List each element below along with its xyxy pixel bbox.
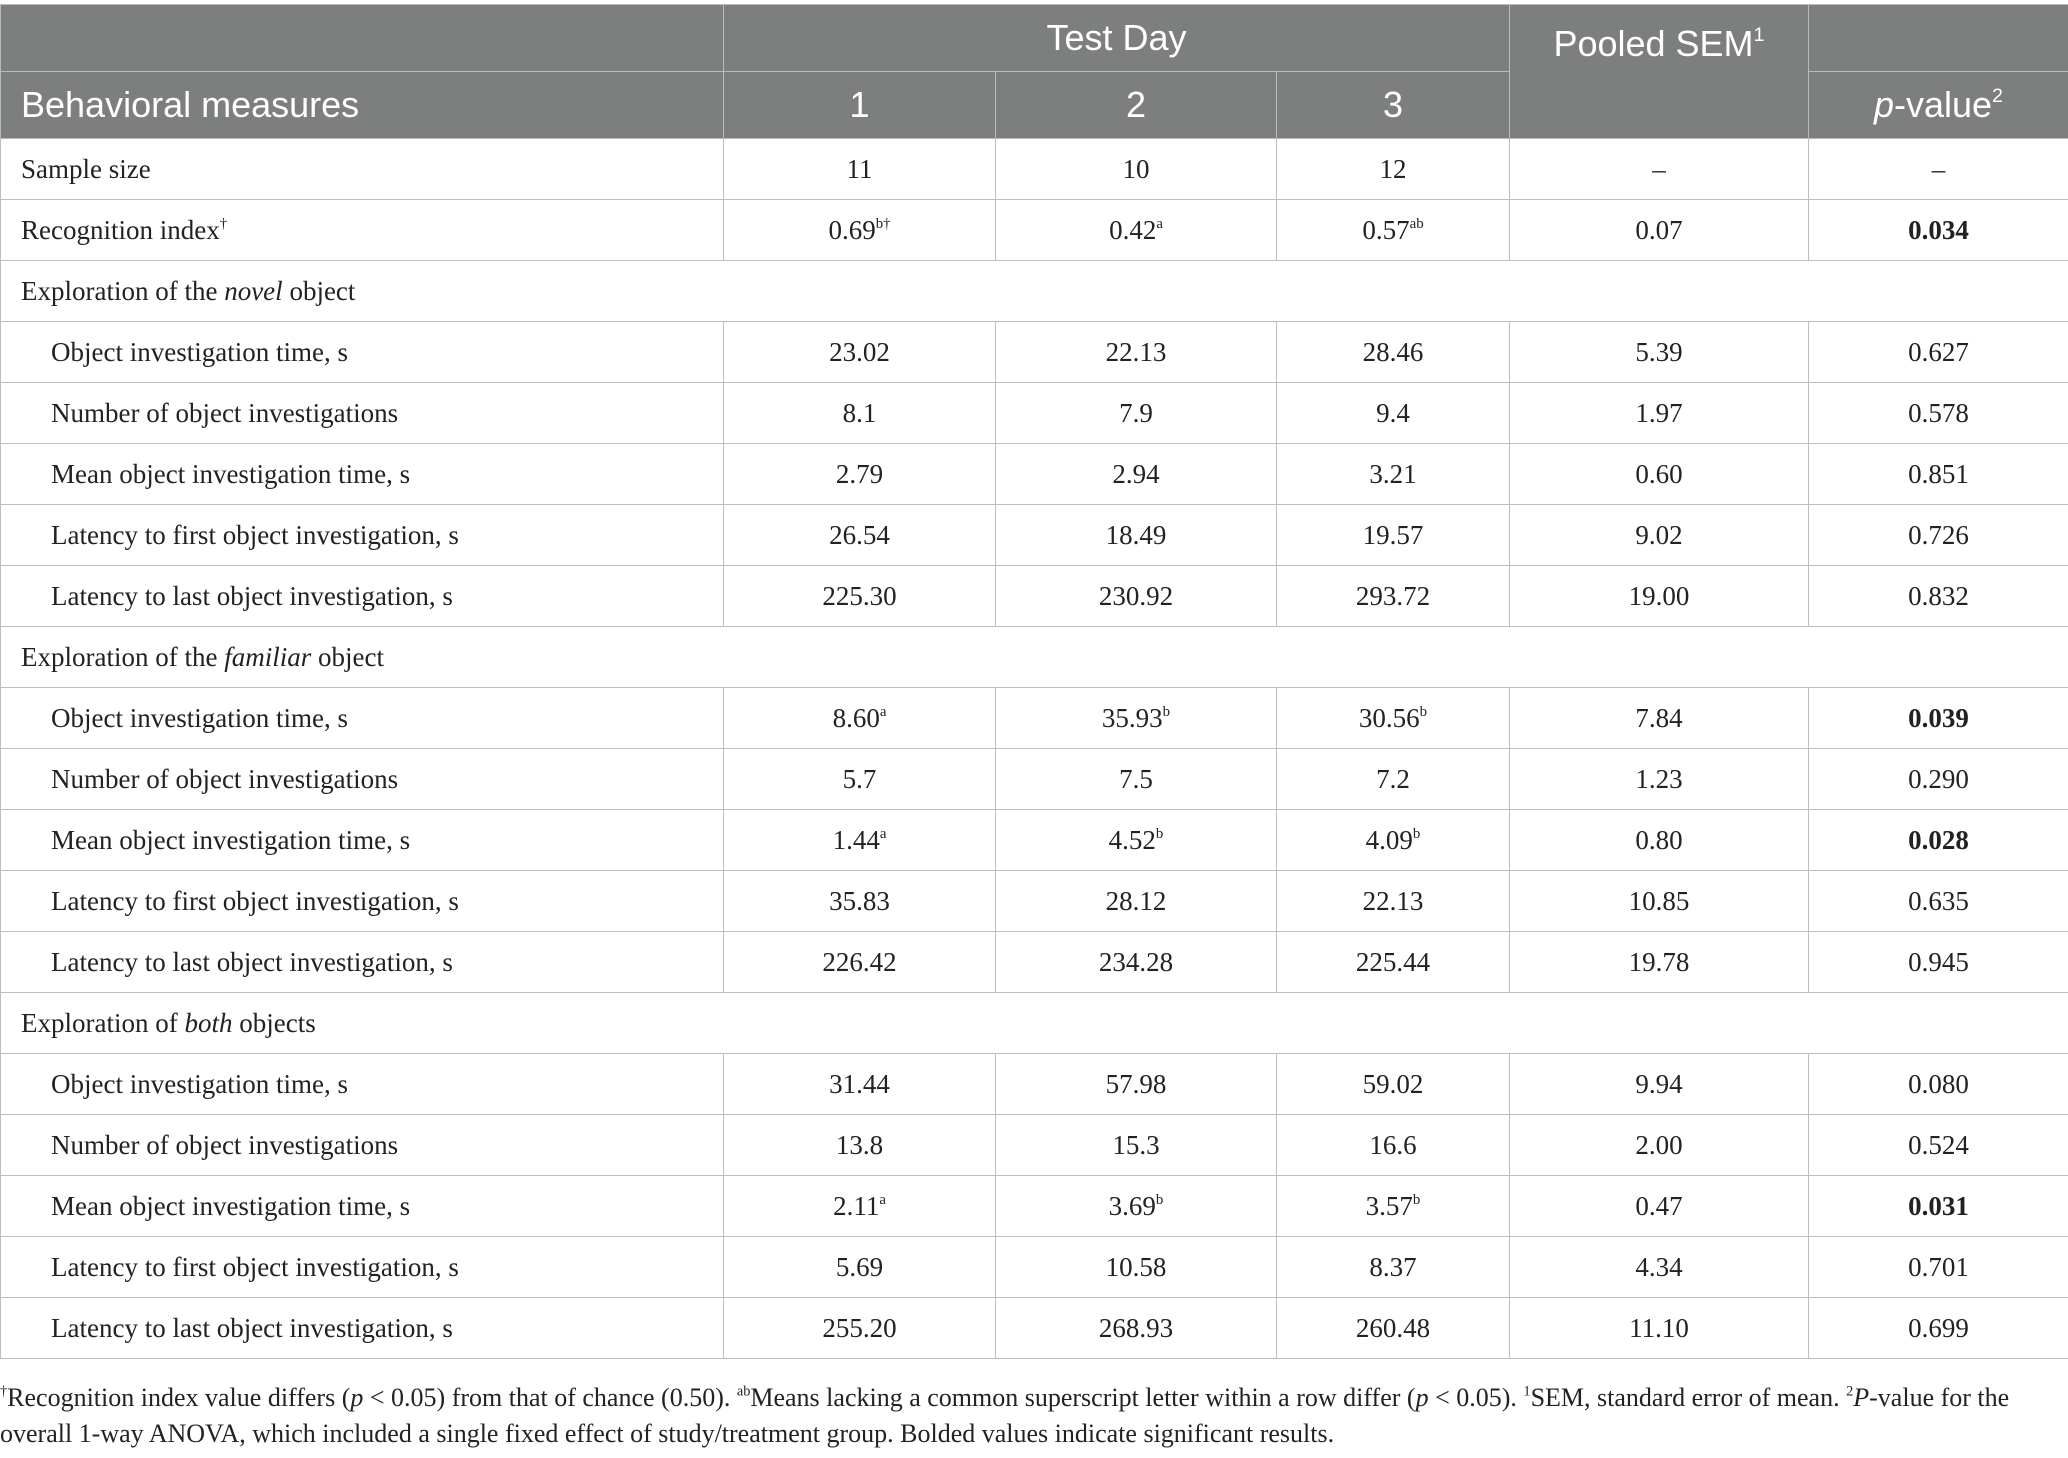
table-row <box>1 688 2068 749</box>
cell-p-value: – <box>1809 139 2068 200</box>
cell-day-3: 8.37 <box>1277 1237 1510 1298</box>
table-row <box>1 444 2068 505</box>
row-label: Mean object investigation time, s <box>1 810 724 871</box>
section-row-novel <box>1 261 2068 322</box>
cell-pooled-sem: 4.34 <box>1510 1237 1809 1298</box>
row-label: Number of object investigations <box>1 383 724 444</box>
row-label: Latency to first object investigation, s <box>1 871 724 932</box>
header-blank-cell-right <box>1809 5 2068 72</box>
section-row-familiar <box>1 627 2068 688</box>
cell-day-3: 260.48 <box>1277 1298 1510 1359</box>
cell-p-value: 0.031 <box>1809 1176 2068 1237</box>
cell-pooled-sem: 2.00 <box>1510 1115 1809 1176</box>
cell-day-2: 10 <box>996 139 1277 200</box>
header-test-day: Test Day <box>724 5 1510 72</box>
table-row <box>1 871 2068 932</box>
cell-p-value: 0.832 <box>1809 566 2068 627</box>
cell-pooled-sem: 19.78 <box>1510 932 1809 993</box>
cell-day-2: 7.9 <box>996 383 1277 444</box>
cell-day-1: 5.7 <box>724 749 996 810</box>
cell-day-3: 7.2 <box>1277 749 1510 810</box>
cell-p-value: 0.635 <box>1809 871 2068 932</box>
cell-pooled-sem: 0.80 <box>1510 810 1809 871</box>
cell-day-2: 35.93$^b$ <box>996 688 1277 749</box>
row-label: Object investigation time, s <box>1 322 724 383</box>
cell-pooled-sem: 1.23 <box>1510 749 1809 810</box>
table-row <box>1 1298 2068 1359</box>
header-blank-cell <box>1 5 724 72</box>
cell-day-1: 226.42 <box>724 932 996 993</box>
header-p-value: p-value$^2$ <box>1809 72 2068 139</box>
row-label: Latency to first object investigation, s <box>1 1237 724 1298</box>
table-row <box>1 749 2068 810</box>
header-day-2: 2 <box>996 72 1277 139</box>
row-label: Latency to last object investigation, s <box>1 566 724 627</box>
cell-day-1: 35.83 <box>724 871 996 932</box>
cell-pooled-sem: 0.07 <box>1510 200 1809 261</box>
cell-day-3: 293.72 <box>1277 566 1510 627</box>
cell-pooled-sem: 19.00 <box>1510 566 1809 627</box>
table-body <box>1 139 2068 1359</box>
cell-day-3: 30.56$^b$ <box>1277 688 1510 749</box>
table-row <box>1 200 2068 261</box>
table-row <box>1 566 2068 627</box>
row-label: Latency to last object investigation, s <box>1 1298 724 1359</box>
cell-day-1: $0.69^{b\dagger}$ <box>724 200 996 261</box>
cell-day-3: 4.09$^b$ <box>1277 810 1510 871</box>
cell-day-3: 225.44 <box>1277 932 1510 993</box>
cell-day-3: 59.02 <box>1277 1054 1510 1115</box>
cell-day-1: 5.69 <box>724 1237 996 1298</box>
row-label: Mean object investigation time, s <box>1 444 724 505</box>
row-label: Number of object investigations <box>1 749 724 810</box>
cell-day-1: 23.02 <box>724 322 996 383</box>
cell-day-2: 28.12 <box>996 871 1277 932</box>
cell-p-value: 0.945 <box>1809 932 2068 993</box>
cell-day-3: 19.57 <box>1277 505 1510 566</box>
header-day-3: 3 <box>1277 72 1510 139</box>
row-label: Number of object investigations <box>1 1115 724 1176</box>
cell-day-1: 8.1 <box>724 383 996 444</box>
cell-day-1: 11 <box>724 139 996 200</box>
row-label: Latency to last object investigation, s <box>1 932 724 993</box>
header-row-1 <box>1 5 2068 72</box>
cell-pooled-sem: 7.84 <box>1510 688 1809 749</box>
cell-pooled-sem: 11.10 <box>1510 1298 1809 1359</box>
cell-pooled-sem: 0.60 <box>1510 444 1809 505</box>
row-label: Object investigation time, s <box>1 688 724 749</box>
cell-p-value: 0.701 <box>1809 1237 2068 1298</box>
results-table <box>0 4 2068 1359</box>
cell-day-2: 22.13 <box>996 322 1277 383</box>
table-row <box>1 1054 2068 1115</box>
cell-day-3: 9.4 <box>1277 383 1510 444</box>
cell-day-1: 31.44 <box>724 1054 996 1115</box>
cell-day-3: 0.57$^{ab}$ <box>1277 200 1510 261</box>
cell-pooled-sem: 10.85 <box>1510 871 1809 932</box>
cell-p-value: 0.039 <box>1809 688 2068 749</box>
cell-day-2: 4.52$^b$ <box>996 810 1277 871</box>
cell-day-2: 268.93 <box>996 1298 1277 1359</box>
table-row <box>1 810 2068 871</box>
table-row <box>1 322 2068 383</box>
table-row <box>1 1176 2068 1237</box>
row-label: Mean object investigation time, s <box>1 1176 724 1237</box>
cell-day-1: 2.11$^a$ <box>724 1176 996 1237</box>
table-row <box>1 139 2068 200</box>
cell-day-1: 1.44$^a$ <box>724 810 996 871</box>
row-label: Latency to first object investigation, s <box>1 505 724 566</box>
table-row <box>1 505 2068 566</box>
cell-pooled-sem: 0.47 <box>1510 1176 1809 1237</box>
header-pooled-sem: Pooled SEM$^1$ <box>1510 5 1809 139</box>
cell-pooled-sem: 1.97 <box>1510 383 1809 444</box>
cell-pooled-sem: 5.39 <box>1510 322 1809 383</box>
section-row-both <box>1 993 2068 1054</box>
cell-day-2: 15.3 <box>996 1115 1277 1176</box>
cell-day-2: 3.69$^b$ <box>996 1176 1277 1237</box>
cell-day-2: 2.94 <box>996 444 1277 505</box>
cell-day-3: 3.57$^b$ <box>1277 1176 1510 1237</box>
section-title: Exploration of the novel object <box>1 261 2068 322</box>
cell-p-value: 0.290 <box>1809 749 2068 810</box>
cell-day-3: 3.21 <box>1277 444 1510 505</box>
cell-day-3: 22.13 <box>1277 871 1510 932</box>
cell-day-1: 8.60$^a$ <box>724 688 996 749</box>
cell-day-1: 13.8 <box>724 1115 996 1176</box>
cell-p-value: 0.578 <box>1809 383 2068 444</box>
cell-day-1: 26.54 <box>724 505 996 566</box>
table-row <box>1 1237 2068 1298</box>
row-label: Recognition index† <box>1 200 724 261</box>
table-row <box>1 932 2068 993</box>
cell-p-value: 0.699 <box>1809 1298 2068 1359</box>
cell-p-value: 0.627 <box>1809 322 2068 383</box>
cell-p-value: 0.034 <box>1809 200 2068 261</box>
table-row <box>1 1115 2068 1176</box>
cell-day-2: 234.28 <box>996 932 1277 993</box>
cell-p-value: 0.080 <box>1809 1054 2068 1115</box>
header-behavioral-measures: Behavioral measures <box>1 72 724 139</box>
header-day-1: 1 <box>724 72 996 139</box>
cell-pooled-sem: 9.94 <box>1510 1054 1809 1115</box>
table-footnote: †Recognition index value differs (p < 0.05) from that of chance (0.50). $^{ab}$Means lacking a common superscript letter within a row differ (p < 0.05). $^1$SEM, standard error of mean. $^2$P-value for the overall 1-way ANOVA, which included a single fixed effect of study/treatment group. Bolded values indicate significant results. <box>0 1383 2010 1448</box>
cell-day-2: 10.58 <box>996 1237 1277 1298</box>
row-label: Object investigation time, s <box>1 1054 724 1115</box>
cell-day-2: 18.49 <box>996 505 1277 566</box>
cell-p-value: 0.028 <box>1809 810 2068 871</box>
cell-day-1: 255.20 <box>724 1298 996 1359</box>
cell-day-1: 225.30 <box>724 566 996 627</box>
table-row <box>1 383 2068 444</box>
cell-day-3: 28.46 <box>1277 322 1510 383</box>
cell-day-2: 0.42$^a$ <box>996 200 1277 261</box>
cell-day-3: 16.6 <box>1277 1115 1510 1176</box>
cell-pooled-sem: – <box>1510 139 1809 200</box>
section-title: Exploration of both objects <box>1 993 2068 1054</box>
cell-p-value: 0.726 <box>1809 505 2068 566</box>
cell-pooled-sem: 9.02 <box>1510 505 1809 566</box>
cell-day-3: 12 <box>1277 139 1510 200</box>
row-label: Sample size <box>1 139 724 200</box>
cell-day-1: 2.79 <box>724 444 996 505</box>
cell-day-2: 57.98 <box>996 1054 1277 1115</box>
section-title: Exploration of the familiar object <box>1 627 2068 688</box>
cell-day-2: 230.92 <box>996 566 1277 627</box>
cell-p-value: 0.524 <box>1809 1115 2068 1176</box>
cell-p-value: 0.851 <box>1809 444 2068 505</box>
cell-day-2: 7.5 <box>996 749 1277 810</box>
